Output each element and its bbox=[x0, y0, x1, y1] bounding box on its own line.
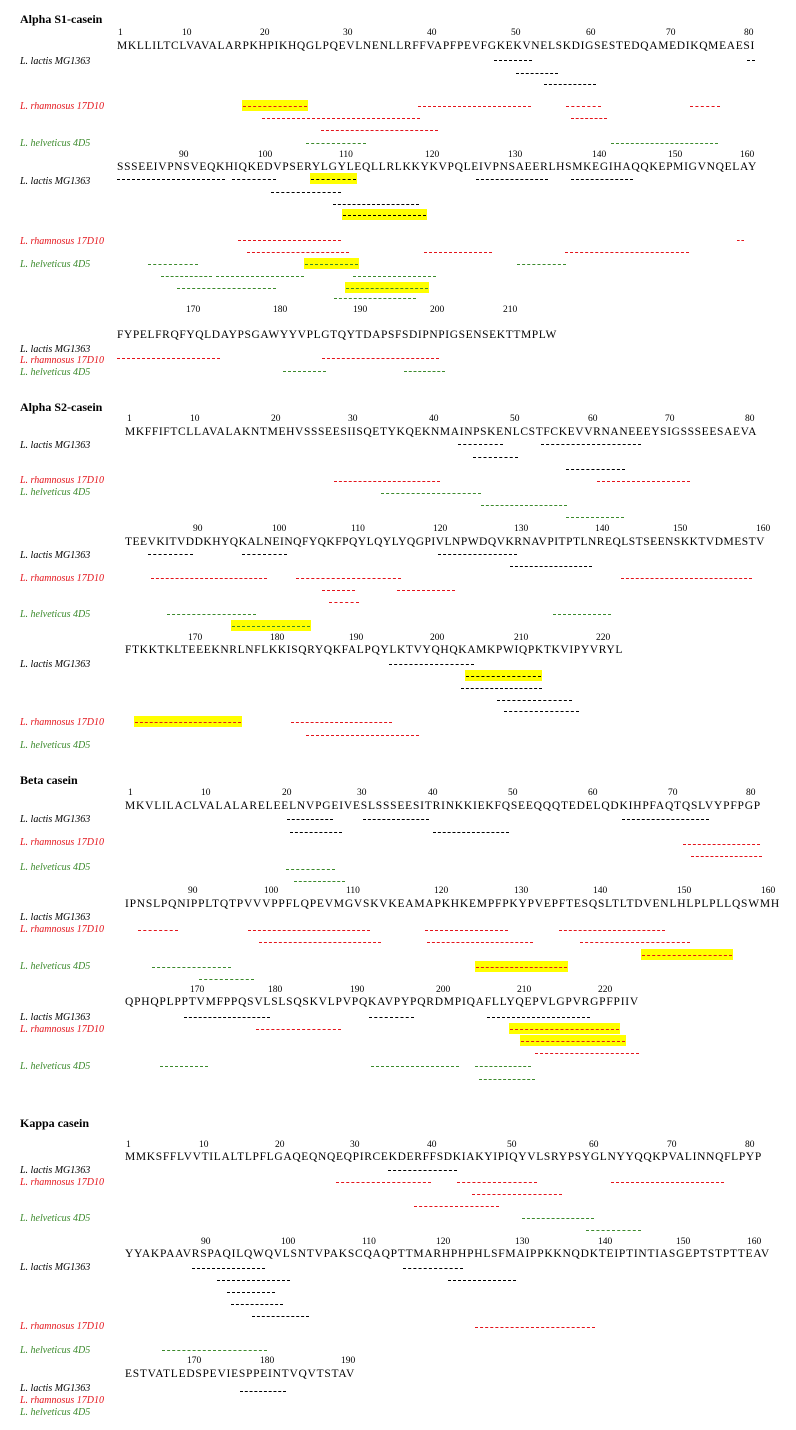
strain-label-lactis: L. lactis MG1363 bbox=[20, 1383, 91, 1394]
position-number: 1 bbox=[128, 788, 133, 798]
position-number: 210 bbox=[517, 985, 532, 995]
peptide-segment bbox=[497, 700, 572, 701]
position-number: 60 bbox=[586, 28, 596, 38]
peptide-segment bbox=[291, 722, 392, 723]
position-number: 90 bbox=[179, 150, 189, 160]
position-number: 140 bbox=[595, 524, 610, 534]
sequence-line: SSSEEIVPNSVEQKHIQKEDVPSERYLGYLEQLLRLKKYKVPQLEIVPNSAEERLHSMKEGIHAQQKEPMIGVNQELAY bbox=[117, 161, 757, 173]
position-number: 130 bbox=[508, 150, 523, 160]
peptide-segment bbox=[433, 832, 509, 833]
peptide-segment bbox=[135, 722, 241, 723]
peptide-segment bbox=[438, 554, 517, 555]
protein-title: Alpha S2-casein bbox=[20, 400, 103, 414]
peptide-segment bbox=[184, 1017, 270, 1018]
strain-label-rhamnosus: L. rhamnosus 17D10 bbox=[20, 1321, 104, 1332]
strain-label-lactis: L. lactis MG1363 bbox=[20, 56, 91, 67]
position-number: 80 bbox=[745, 414, 755, 424]
strain-label-lactis: L. lactis MG1363 bbox=[20, 912, 91, 923]
peptide-segment bbox=[494, 60, 532, 61]
peptide-segment bbox=[161, 276, 212, 277]
peptide-segment bbox=[148, 264, 198, 265]
position-number: 90 bbox=[201, 1237, 211, 1247]
strain-label-helveticus: L. helveticus 4D5 bbox=[20, 862, 91, 873]
strain-label-helveticus: L. helveticus 4D5 bbox=[20, 1345, 91, 1356]
position-number: 20 bbox=[260, 28, 270, 38]
position-number: 180 bbox=[260, 1356, 275, 1366]
peptide-segment bbox=[240, 1391, 286, 1392]
position-number: 130 bbox=[514, 886, 529, 896]
peptide-segment bbox=[487, 1017, 590, 1018]
position-number: 220 bbox=[596, 633, 611, 643]
sequence-line: TEEVKITVDDKHYQKALNEINQFYQKFPQYLQYLYQGPIVLNPWDQVKRNAVPITPTLNREQLSTSEENSKKTVDMESTV bbox=[125, 536, 765, 548]
peptide-segment bbox=[580, 942, 690, 943]
protein-title: Alpha S1-casein bbox=[20, 12, 103, 26]
peptide-segment bbox=[248, 930, 370, 931]
strain-label-helveticus: L. helveticus 4D5 bbox=[20, 961, 91, 972]
position-number: 180 bbox=[268, 985, 283, 995]
peptide-segment bbox=[425, 930, 508, 931]
peptide-segment bbox=[690, 106, 720, 107]
sequence-line: FYPELFRQFYQLDAYPSGAWYYVPLGTQYTDAPSFSDIPNPIGSENSEKTTMPLW bbox=[117, 329, 558, 341]
peptide-segment bbox=[683, 844, 760, 845]
peptide-segment bbox=[333, 204, 419, 205]
peptide-segment bbox=[565, 252, 689, 253]
peptide-segment bbox=[322, 590, 355, 591]
peptide-segment bbox=[148, 554, 193, 555]
peptide-segment bbox=[151, 578, 267, 579]
peptide-segment bbox=[597, 481, 690, 482]
peptide-segment bbox=[252, 1316, 309, 1317]
position-number: 190 bbox=[341, 1356, 356, 1366]
position-number: 70 bbox=[667, 1140, 677, 1150]
peptide-segment bbox=[427, 942, 533, 943]
position-number: 150 bbox=[673, 524, 688, 534]
position-number: 60 bbox=[588, 414, 598, 424]
position-number: 40 bbox=[429, 414, 439, 424]
position-number: 160 bbox=[756, 524, 771, 534]
peptide-segment bbox=[152, 967, 231, 968]
peptide-segment bbox=[476, 967, 567, 968]
protein-title: Kappa casein bbox=[20, 1116, 90, 1130]
position-number: 220 bbox=[598, 985, 613, 995]
peptide-segment bbox=[747, 60, 755, 61]
peptide-segment bbox=[611, 143, 718, 144]
peptide-segment bbox=[294, 881, 345, 882]
position-number: 150 bbox=[676, 1237, 691, 1247]
peptide-segment bbox=[259, 942, 381, 943]
peptide-segment bbox=[369, 1017, 414, 1018]
position-number: 120 bbox=[434, 886, 449, 896]
strain-label-helveticus: L. helveticus 4D5 bbox=[20, 138, 91, 149]
peptide-segment bbox=[510, 566, 592, 567]
peptide-segment bbox=[517, 264, 566, 265]
position-number: 140 bbox=[593, 886, 608, 896]
sequence-line: QPHQPLPPTVMFPPQSVLSLSQSKVLPVPQKAVPYPQRDMPIQAFLLYQEPVLGPVRGPFPIIV bbox=[125, 996, 639, 1008]
strain-label-helveticus: L. helveticus 4D5 bbox=[20, 259, 91, 270]
peptide-segment bbox=[242, 554, 287, 555]
position-number: 140 bbox=[592, 150, 607, 160]
peptide-segment bbox=[424, 252, 492, 253]
position-number: 110 bbox=[362, 1237, 376, 1247]
position-number: 110 bbox=[346, 886, 360, 896]
peptide-segment bbox=[296, 578, 401, 579]
peptide-segment bbox=[160, 1066, 208, 1067]
peptide-segment bbox=[522, 1218, 594, 1219]
peptide-segment bbox=[346, 288, 428, 289]
peptide-segment bbox=[322, 358, 439, 359]
strain-label-lactis: L. lactis MG1363 bbox=[20, 440, 91, 451]
peptide-segment bbox=[586, 1230, 641, 1231]
peptide-segment bbox=[287, 819, 333, 820]
position-number: 1 bbox=[118, 28, 123, 38]
position-number: 10 bbox=[190, 414, 200, 424]
position-number: 10 bbox=[201, 788, 211, 798]
position-number: 60 bbox=[589, 1140, 599, 1150]
peptide-segment bbox=[334, 481, 440, 482]
strain-label-lactis: L. lactis MG1363 bbox=[20, 814, 91, 825]
position-number: 170 bbox=[190, 985, 205, 995]
strain-label-rhamnosus: L. rhamnosus 17D10 bbox=[20, 717, 104, 728]
position-number: 160 bbox=[747, 1237, 762, 1247]
peptide-segment bbox=[217, 1280, 290, 1281]
peptide-segment bbox=[336, 1182, 431, 1183]
peptide-segment bbox=[256, 1029, 341, 1030]
sequence-line: MKFFIFTCLLAVALAKNTMEHVSSSEESIISQETYKQEKNMAINPSKENLCSTFCKEVVRNANEEEYSIGSSSEESAEVA bbox=[125, 426, 758, 438]
strain-label-rhamnosus: L. rhamnosus 17D10 bbox=[20, 475, 104, 486]
position-number: 100 bbox=[272, 524, 287, 534]
peptide-segment bbox=[404, 371, 445, 372]
peptide-segment bbox=[414, 1206, 499, 1207]
strain-label-lactis: L. lactis MG1363 bbox=[20, 659, 91, 670]
strain-label-helveticus: L. helveticus 4D5 bbox=[20, 740, 91, 751]
peptide-segment bbox=[381, 493, 481, 494]
peptide-segment bbox=[611, 1182, 724, 1183]
peptide-segment bbox=[544, 84, 596, 85]
position-number: 50 bbox=[508, 788, 518, 798]
strain-label-lactis: L. lactis MG1363 bbox=[20, 1262, 91, 1273]
peptide-segment bbox=[238, 240, 341, 241]
peptide-segment bbox=[305, 264, 358, 265]
peptide-segment bbox=[290, 832, 342, 833]
peptide-segment bbox=[622, 819, 709, 820]
position-number: 170 bbox=[187, 1356, 202, 1366]
strain-label-rhamnosus: L. rhamnosus 17D10 bbox=[20, 924, 104, 935]
peptide-segment bbox=[476, 179, 548, 180]
peptide-segment bbox=[571, 179, 633, 180]
strain-label-rhamnosus: L. rhamnosus 17D10 bbox=[20, 1177, 104, 1188]
peptide-segment bbox=[621, 578, 752, 579]
peptide-segment bbox=[504, 711, 579, 712]
peptide-segment bbox=[306, 143, 366, 144]
peptide-segment bbox=[311, 179, 356, 180]
peptide-segment bbox=[473, 457, 518, 458]
strain-label-lactis: L. lactis MG1363 bbox=[20, 176, 91, 187]
position-number: 30 bbox=[348, 414, 358, 424]
position-number: 80 bbox=[745, 1140, 755, 1150]
position-number: 150 bbox=[668, 150, 683, 160]
strain-label-rhamnosus: L. rhamnosus 17D10 bbox=[20, 236, 104, 247]
position-number: 1 bbox=[127, 414, 132, 424]
peptide-segment bbox=[162, 1350, 267, 1351]
position-number: 180 bbox=[273, 305, 288, 315]
position-number: 130 bbox=[514, 524, 529, 534]
position-number: 30 bbox=[357, 788, 367, 798]
peptide-segment bbox=[271, 192, 341, 193]
position-number: 120 bbox=[436, 1237, 451, 1247]
position-number: 20 bbox=[282, 788, 292, 798]
sequence-line: MKVLILACLVALALARELEELNVPGEIVESLSSSEESITRINKKIEKFQSEEQQQTEDELQDKIHPFAQTQSLVYPFPGP bbox=[125, 800, 761, 812]
sequence-line: MMKSFFLVVTILALTLPFLGAQEQNQEQPIRCEKDERFFSDKIAKYIPIQYVLSRYPSYGLNYYQQKPVALINNQFLPYP bbox=[125, 1151, 762, 1163]
strain-label-rhamnosus: L. rhamnosus 17D10 bbox=[20, 837, 104, 848]
peptide-segment bbox=[117, 179, 225, 180]
peptide-segment bbox=[247, 252, 349, 253]
position-number: 50 bbox=[507, 1140, 517, 1150]
peptide-segment bbox=[475, 1327, 595, 1328]
peptide-segment bbox=[353, 276, 436, 277]
peptide-segment bbox=[475, 1066, 531, 1067]
peptide-segment bbox=[737, 240, 744, 241]
position-number: 40 bbox=[428, 788, 438, 798]
peptide-segment bbox=[566, 517, 624, 518]
position-number: 70 bbox=[666, 28, 676, 38]
peptide-segment bbox=[642, 955, 732, 956]
position-number: 10 bbox=[182, 28, 192, 38]
peptide-segment bbox=[691, 856, 762, 857]
strain-label-rhamnosus: L. rhamnosus 17D10 bbox=[20, 101, 104, 112]
peptide-segment bbox=[227, 1292, 275, 1293]
peptide-segment bbox=[243, 106, 307, 107]
strain-label-rhamnosus: L. rhamnosus 17D10 bbox=[20, 573, 104, 584]
peptide-segment bbox=[321, 130, 438, 131]
position-number: 40 bbox=[427, 28, 437, 38]
peptide-segment bbox=[262, 118, 420, 119]
position-number: 190 bbox=[350, 985, 365, 995]
strain-label-lactis: L. lactis MG1363 bbox=[20, 1012, 91, 1023]
strain-label-helveticus: L. helveticus 4D5 bbox=[20, 609, 91, 620]
peptide-segment bbox=[334, 298, 416, 299]
strain-label-lactis: L. lactis MG1363 bbox=[20, 344, 91, 355]
peptide-segment bbox=[571, 118, 607, 119]
peptide-segment bbox=[472, 1194, 562, 1195]
peptide-segment bbox=[466, 676, 541, 677]
peptide-segment bbox=[397, 590, 455, 591]
position-number: 20 bbox=[275, 1140, 285, 1150]
peptide-segment bbox=[448, 1280, 516, 1281]
sequence-line: MKLLILTCLVAVALARPKHPIKHQGLPQEVLNENLLRFFVAPFPEVFGKEKVNELSKDIGSESTEDQAMEDIKQMEAESI bbox=[117, 40, 755, 52]
peptide-segment bbox=[138, 930, 178, 931]
position-number: 170 bbox=[188, 633, 203, 643]
strain-label-helveticus: L. helveticus 4D5 bbox=[20, 1407, 91, 1418]
position-number: 200 bbox=[430, 305, 445, 315]
peptide-segment bbox=[566, 106, 601, 107]
position-number: 200 bbox=[436, 985, 451, 995]
peptide-segment bbox=[510, 1029, 619, 1030]
strain-label-rhamnosus: L. rhamnosus 17D10 bbox=[20, 1024, 104, 1035]
position-number: 80 bbox=[744, 28, 754, 38]
peptide-segment bbox=[458, 444, 503, 445]
peptide-segment bbox=[199, 979, 254, 980]
position-number: 10 bbox=[199, 1140, 209, 1150]
peptide-segment bbox=[479, 1079, 535, 1080]
position-number: 90 bbox=[193, 524, 203, 534]
position-number: 100 bbox=[264, 886, 279, 896]
position-number: 40 bbox=[427, 1140, 437, 1150]
position-number: 50 bbox=[511, 28, 521, 38]
strain-label-rhamnosus: L. rhamnosus 17D10 bbox=[20, 355, 104, 366]
peptide-segment bbox=[388, 1170, 457, 1171]
peptide-segment bbox=[283, 371, 326, 372]
protein-title: Beta casein bbox=[20, 773, 78, 787]
position-number: 80 bbox=[746, 788, 756, 798]
position-number: 210 bbox=[503, 305, 518, 315]
position-number: 170 bbox=[186, 305, 201, 315]
position-number: 110 bbox=[339, 150, 353, 160]
peptide-segment bbox=[461, 688, 542, 689]
peptide-segment bbox=[541, 444, 641, 445]
position-number: 180 bbox=[270, 633, 285, 643]
peptide-segment bbox=[389, 664, 474, 665]
strain-label-helveticus: L. helveticus 4D5 bbox=[20, 1213, 91, 1224]
position-number: 30 bbox=[350, 1140, 360, 1150]
peptide-segment bbox=[535, 1053, 639, 1054]
peptide-segment bbox=[481, 505, 567, 506]
peptide-segment bbox=[192, 1268, 265, 1269]
strain-label-helveticus: L. helveticus 4D5 bbox=[20, 487, 91, 498]
peptide-segment bbox=[559, 930, 665, 931]
peptide-segment bbox=[363, 819, 429, 820]
position-number: 120 bbox=[425, 150, 440, 160]
peptide-segment bbox=[167, 614, 256, 615]
peptide-segment bbox=[457, 1182, 537, 1183]
position-number: 150 bbox=[677, 886, 692, 896]
position-number: 90 bbox=[188, 886, 198, 896]
peptide-segment bbox=[371, 1066, 459, 1067]
position-number: 140 bbox=[598, 1237, 613, 1247]
position-number: 30 bbox=[343, 28, 353, 38]
position-number: 110 bbox=[351, 524, 365, 534]
position-number: 50 bbox=[510, 414, 520, 424]
peptide-segment bbox=[329, 602, 359, 603]
strain-label-rhamnosus: L. rhamnosus 17D10 bbox=[20, 1395, 104, 1406]
position-number: 200 bbox=[430, 633, 445, 643]
strain-label-lactis: L. lactis MG1363 bbox=[20, 1165, 91, 1176]
peptide-segment bbox=[117, 358, 220, 359]
position-number: 210 bbox=[514, 633, 529, 643]
position-number: 60 bbox=[588, 788, 598, 798]
strain-label-lactis: L. lactis MG1363 bbox=[20, 550, 91, 561]
peptide-segment bbox=[403, 1268, 463, 1269]
position-number: 120 bbox=[433, 524, 448, 534]
peptide-segment bbox=[566, 469, 625, 470]
position-number: 70 bbox=[665, 414, 675, 424]
peptide-segment bbox=[177, 288, 276, 289]
position-number: 100 bbox=[258, 150, 273, 160]
position-number: 20 bbox=[271, 414, 281, 424]
peptide-segment bbox=[418, 106, 531, 107]
peptide-segment bbox=[521, 1041, 625, 1042]
position-number: 70 bbox=[668, 788, 678, 798]
position-number: 100 bbox=[281, 1237, 296, 1247]
sequence-line: YYAKPAAVRSPAQILQWQVLSNTVPAKSCQAQPTTMARHPHPHLSFMAIPPKKNQDKTEIPTINTIASGEPTSTPTTEAV bbox=[125, 1248, 770, 1260]
position-number: 130 bbox=[515, 1237, 530, 1247]
position-number: 160 bbox=[740, 150, 755, 160]
peptide-segment bbox=[231, 1304, 283, 1305]
strain-label-helveticus: L. helveticus 4D5 bbox=[20, 1061, 91, 1072]
peptide-segment bbox=[232, 626, 310, 627]
position-number: 1 bbox=[126, 1140, 131, 1150]
peptide-segment bbox=[286, 869, 335, 870]
position-number: 190 bbox=[353, 305, 368, 315]
peptide-segment bbox=[306, 735, 419, 736]
strain-label-helveticus: L. helveticus 4D5 bbox=[20, 367, 91, 378]
peptide-segment bbox=[232, 179, 276, 180]
peptide-segment bbox=[516, 73, 558, 74]
sequence-line: FTKKTKLTEEEKNRLNFLKKISQRYQKFALPQYLKTVYQHQKAMKPWIQPKTKVIPYVRYL bbox=[125, 644, 623, 656]
peptide-segment bbox=[553, 614, 611, 615]
position-number: 190 bbox=[349, 633, 364, 643]
sequence-line: IPNSLPQNIPPLTQTPVVVPPFLQPEVMGVSKVKEAMAPKHKEMPFPKYPVEPFTESQSLTLTDVENLHLPLPLLQSWMH bbox=[125, 898, 780, 910]
peptide-segment bbox=[216, 276, 304, 277]
position-number: 160 bbox=[761, 886, 776, 896]
peptide-segment bbox=[343, 215, 426, 216]
sequence-line: ESTVATLEDSPEVIESPPEINTVQVTSTAV bbox=[125, 1368, 355, 1380]
